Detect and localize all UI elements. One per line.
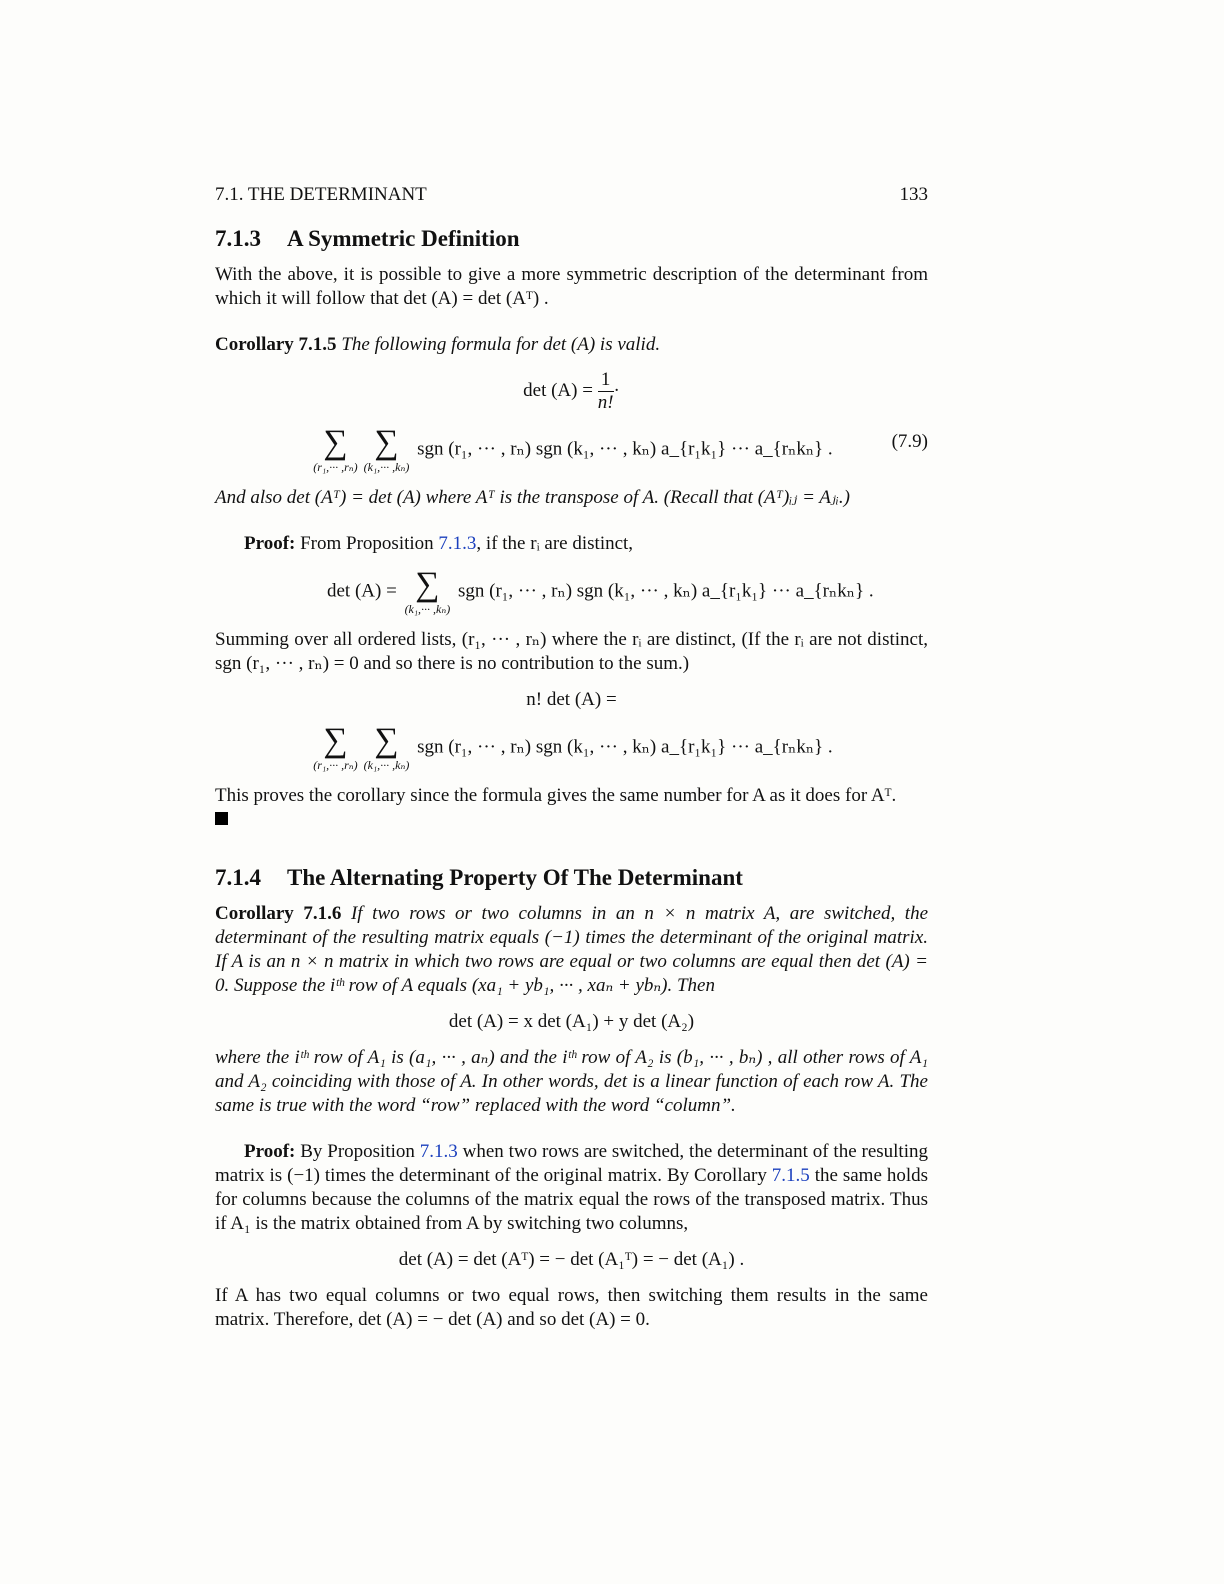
proof2-mid: when two rows are switched, the determinant of the resulting matrix is (−1) times the determinant of the original matrix. By Corollary <box>215 1141 928 1186</box>
page-number: 133 <box>899 184 928 205</box>
proof-text: From Proposition <box>300 533 439 554</box>
eq-body: sgn (r₁, ··· , rₙ) sgn (k₁, ··· , kₙ) a_{r₁k₁} ··· a_{rₙkₙ} . <box>417 438 833 460</box>
eq-dot: · <box>613 379 620 401</box>
eq-lhs: det (A) = <box>523 379 598 401</box>
corollary-statement-2: If two rows or two columns in an n × n matrix A, are switched, the determinant of the resulting matrix equals (−1) times the determinant of the original matrix. If A is an n × n matrix in which two rows are equal or two columns are equal then det (A) = 0. Suppose the iᵗʰ row of A equals (xa₁ + yb₁, ··· , xaₙ + ybₙ). Then <box>215 903 929 996</box>
section-title: A Symmetric Definition <box>287 226 520 251</box>
proof2-post: the same holds for columns because the columns of the matrix equal the rows of the transposed matrix. Thus if A₁ is the matrix obtained from A by switching two columns, <box>215 1165 928 1234</box>
section-heading-7-1-3 <box>215 225 928 253</box>
sum-sub-k: (k₁,··· ,kₙ) <box>363 460 410 474</box>
where-paragraph: where the iᵗʰ row of A₁ is (a₁, ··· , aₙ) and the iᵗʰ row of A₂ is (b₁, ··· , bₙ) , all other rows of A₁ and A₂ coinciding with those of A. In other words, det is a linear function of each row A. The same is true with the word “row” replaced with the word “column”. <box>215 1047 928 1116</box>
section-heading-7-1-4 <box>215 864 928 892</box>
section-number: 7.1.3 <box>215 226 261 251</box>
equation-switch: det (A) = det (Aᵀ) = − det (A₁ᵀ) = − det (A₁) . <box>398 1249 745 1270</box>
transpose-statement: And also det (Aᵀ) = det (A) where Aᵀ is the transpose of A. (Recall that (Aᵀ)ᵢⱼ = Aⱼᵢ.) <box>215 487 851 508</box>
proof-text-tail: , if the rᵢ are distinct, <box>476 533 634 554</box>
proof-label-2: Proof: <box>244 1141 296 1162</box>
equation-double-sum <box>215 724 928 772</box>
equation-7-9 <box>215 426 928 474</box>
fraction-numerator: 1 <box>598 369 614 392</box>
link-corollary-7-1-5[interactable]: 7.1.5 <box>771 1165 810 1186</box>
eq3-body: sgn (r₁, ··· , rₙ) sgn (k₁, ··· , kₙ) a_{r₁k₁} ··· a_{rₙkₙ} . <box>417 736 833 758</box>
corollary-statement: The following formula for det (A) is valid. <box>341 334 661 355</box>
qed-mark <box>215 808 928 832</box>
sum-k: ∑ (k₁,··· ,kₙ) <box>363 424 410 474</box>
equation-det-sum <box>327 568 928 616</box>
sum-sub-k-2: (k₁,··· ,kₙ) <box>404 602 451 616</box>
sum-sub-r-3: (r₁,··· ,rₙ) <box>313 758 358 772</box>
corollary-7-1-5 <box>215 333 928 357</box>
sum-k-3: ∑ (k₁,··· ,kₙ) <box>363 722 410 772</box>
proof-label: Proof: <box>244 533 296 554</box>
running-header-section: 7.1. THE DETERMINANT <box>215 184 427 205</box>
fraction-denominator: n! <box>597 392 614 413</box>
running-header <box>215 183 928 207</box>
summing-paragraph: Summing over all ordered lists, (r₁, ··· , rₙ) where the rᵢ are distinct, (If the rᵢ are not distinct, sgn (r₁, ··· , rₙ) = 0 and so there is no contribution to the sum.) <box>215 629 928 674</box>
section-title-2: The Alternating Property Of The Determinant <box>287 865 743 890</box>
sum-sub-r: (r₁,··· ,rₙ) <box>313 460 358 474</box>
eq2-body: sgn (r₁, ··· , rₙ) sgn (k₁, ··· , kₙ) a_{r₁k₁} ··· a_{rₙkₙ} . <box>458 580 874 602</box>
equation-number: (7.9) <box>891 431 928 452</box>
proof2-pre: By Proposition <box>300 1141 420 1162</box>
proof-paragraph-2 <box>215 1140 928 1236</box>
equation-linear: det (A) = x det (A₁) + y det (A₂) <box>448 1011 695 1032</box>
eq3-lhs: n! det (A) = <box>526 689 617 710</box>
sum-k-2: ∑ (k₁,··· ,kₙ) <box>404 566 451 616</box>
section-number-2: 7.1.4 <box>215 865 261 890</box>
page-content <box>215 183 928 1332</box>
link-proposition-7-1-3[interactable]: 7.1.3 <box>438 533 477 554</box>
fraction <box>598 369 614 414</box>
intro-paragraph: With the above, it is possible to give a more symmetric description of the determinant from which it will follow that det (A) = det (Aᵀ) . <box>215 264 928 309</box>
link-proposition-7-1-3-b[interactable]: 7.1.3 <box>419 1141 458 1162</box>
equation-frac <box>215 369 928 414</box>
sum-r: ∑ (r₁,··· ,rₙ) <box>313 424 358 474</box>
eq2-lhs: det (A) = <box>327 580 402 602</box>
sum-sub-k-3: (k₁,··· ,kₙ) <box>363 758 410 772</box>
qed-square-icon <box>215 812 228 825</box>
sum-r-3: ∑ (r₁,··· ,rₙ) <box>313 722 358 772</box>
equation-nfact <box>215 688 928 712</box>
corollary-label: Corollary 7.1.5 <box>215 334 337 355</box>
proof-paragraph <box>215 532 928 556</box>
final-paragraph: If A has two equal columns or two equal rows, then switching them results in the same matrix. Therefore, det (A) = − det (A) and so det (A) = 0. <box>215 1285 928 1330</box>
corollary-7-1-6 <box>215 902 928 998</box>
conclusion-paragraph: This proves the corollary since the formula gives the same number for A as it does for Aᵀ. <box>215 785 897 806</box>
corollary-label-2: Corollary 7.1.6 <box>215 903 342 924</box>
